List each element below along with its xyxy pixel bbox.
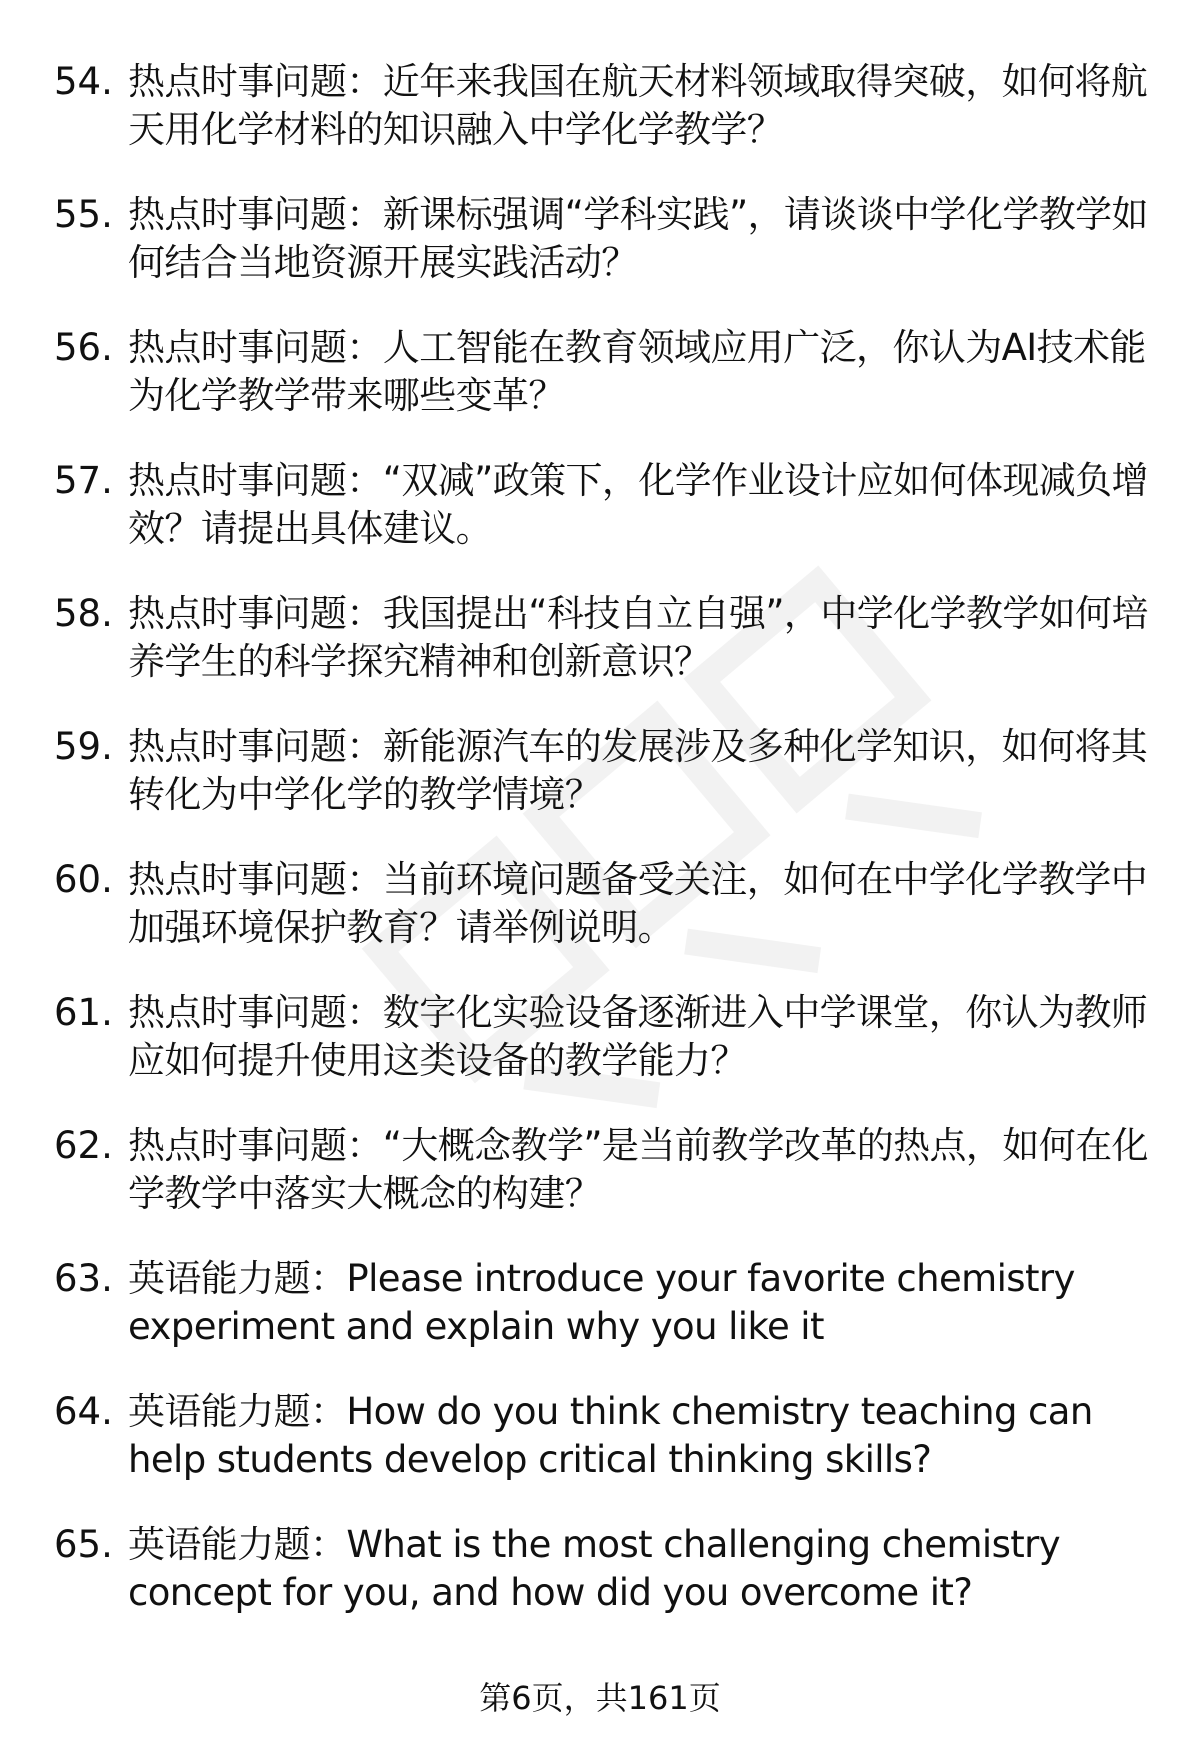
question-text: 热点时事问题：人工智能在教育领域应用广泛，你认为AI技术能为化学教学带来哪些变革？: [128, 326, 1146, 417]
list-item: [0, 590, 1200, 723]
question-text: 英语能力题：Please introduce your favorite chemistry experiment and explain why you like it: [128, 1257, 1075, 1348]
list-item: [0, 58, 1200, 191]
question-text: 热点时事问题：近年来我国在航天材料领域取得突破，如何将航天用化学材料的知识融入中学化学教学？: [128, 60, 1148, 151]
page-footer: 第6页，共161页: [479, 1679, 721, 1717]
question-number: 56.: [54, 326, 113, 369]
question-number: 59.: [54, 725, 113, 768]
question-number: 65.: [54, 1523, 113, 1566]
question-number: 61.: [54, 991, 113, 1034]
question-number: 63.: [54, 1257, 113, 1300]
list-item: [0, 989, 1200, 1122]
question-text: 热点时事问题：新课标强调“学科实践”，请谈谈中学化学教学如何结合当地资源开展实践活动？: [128, 193, 1148, 284]
list-item: [0, 1255, 1200, 1388]
list-item: [0, 723, 1200, 856]
question-text: 热点时事问题：数字化实验设备逐渐进入中学课堂，你认为教师应如何提升使用这类设备的教学能力？: [128, 991, 1148, 1082]
question-number: 60.: [54, 858, 113, 901]
question-text: 热点时事问题：我国提出“科技自立自强”，中学化学教学如何培养学生的科学探究精神和创新意识？: [128, 592, 1148, 683]
list-item: [0, 457, 1200, 590]
list-item: [0, 1521, 1200, 1654]
list-item: [0, 856, 1200, 989]
question-text: 英语能力题：How do you think chemistry teaching can help students develop critical thinking skills?: [128, 1390, 1093, 1481]
question-text: 热点时事问题：“双减”政策下，化学作业设计应如何体现减负增效？请提出具体建议。: [128, 459, 1148, 550]
question-number: 58.: [54, 592, 113, 635]
question-number: 54.: [54, 60, 113, 103]
question-number: 64.: [54, 1390, 113, 1433]
question-number: 57.: [54, 459, 113, 502]
list-item: [0, 191, 1200, 324]
question-text: 英语能力题：What is the most challenging chemistry concept for you, and how did you overcome it?: [128, 1523, 1061, 1614]
question-number: 55.: [54, 193, 113, 236]
question-number: 62.: [54, 1124, 113, 1167]
question-text: 热点时事问题：当前环境问题备受关注，如何在中学化学教学中加强环境保护教育？请举例说明。: [128, 858, 1148, 949]
list-item: [0, 1388, 1200, 1521]
list-item: [0, 324, 1200, 457]
list-item: [0, 1122, 1200, 1255]
question-list: [0, 58, 1200, 1654]
question-text: 热点时事问题：新能源汽车的发展涉及多种化学知识，如何将其转化为中学化学的教学情境？: [128, 725, 1148, 816]
question-text: 热点时事问题：“大概念教学”是当前教学改革的热点，如何在化学教学中落实大概念的构建？: [128, 1124, 1148, 1215]
